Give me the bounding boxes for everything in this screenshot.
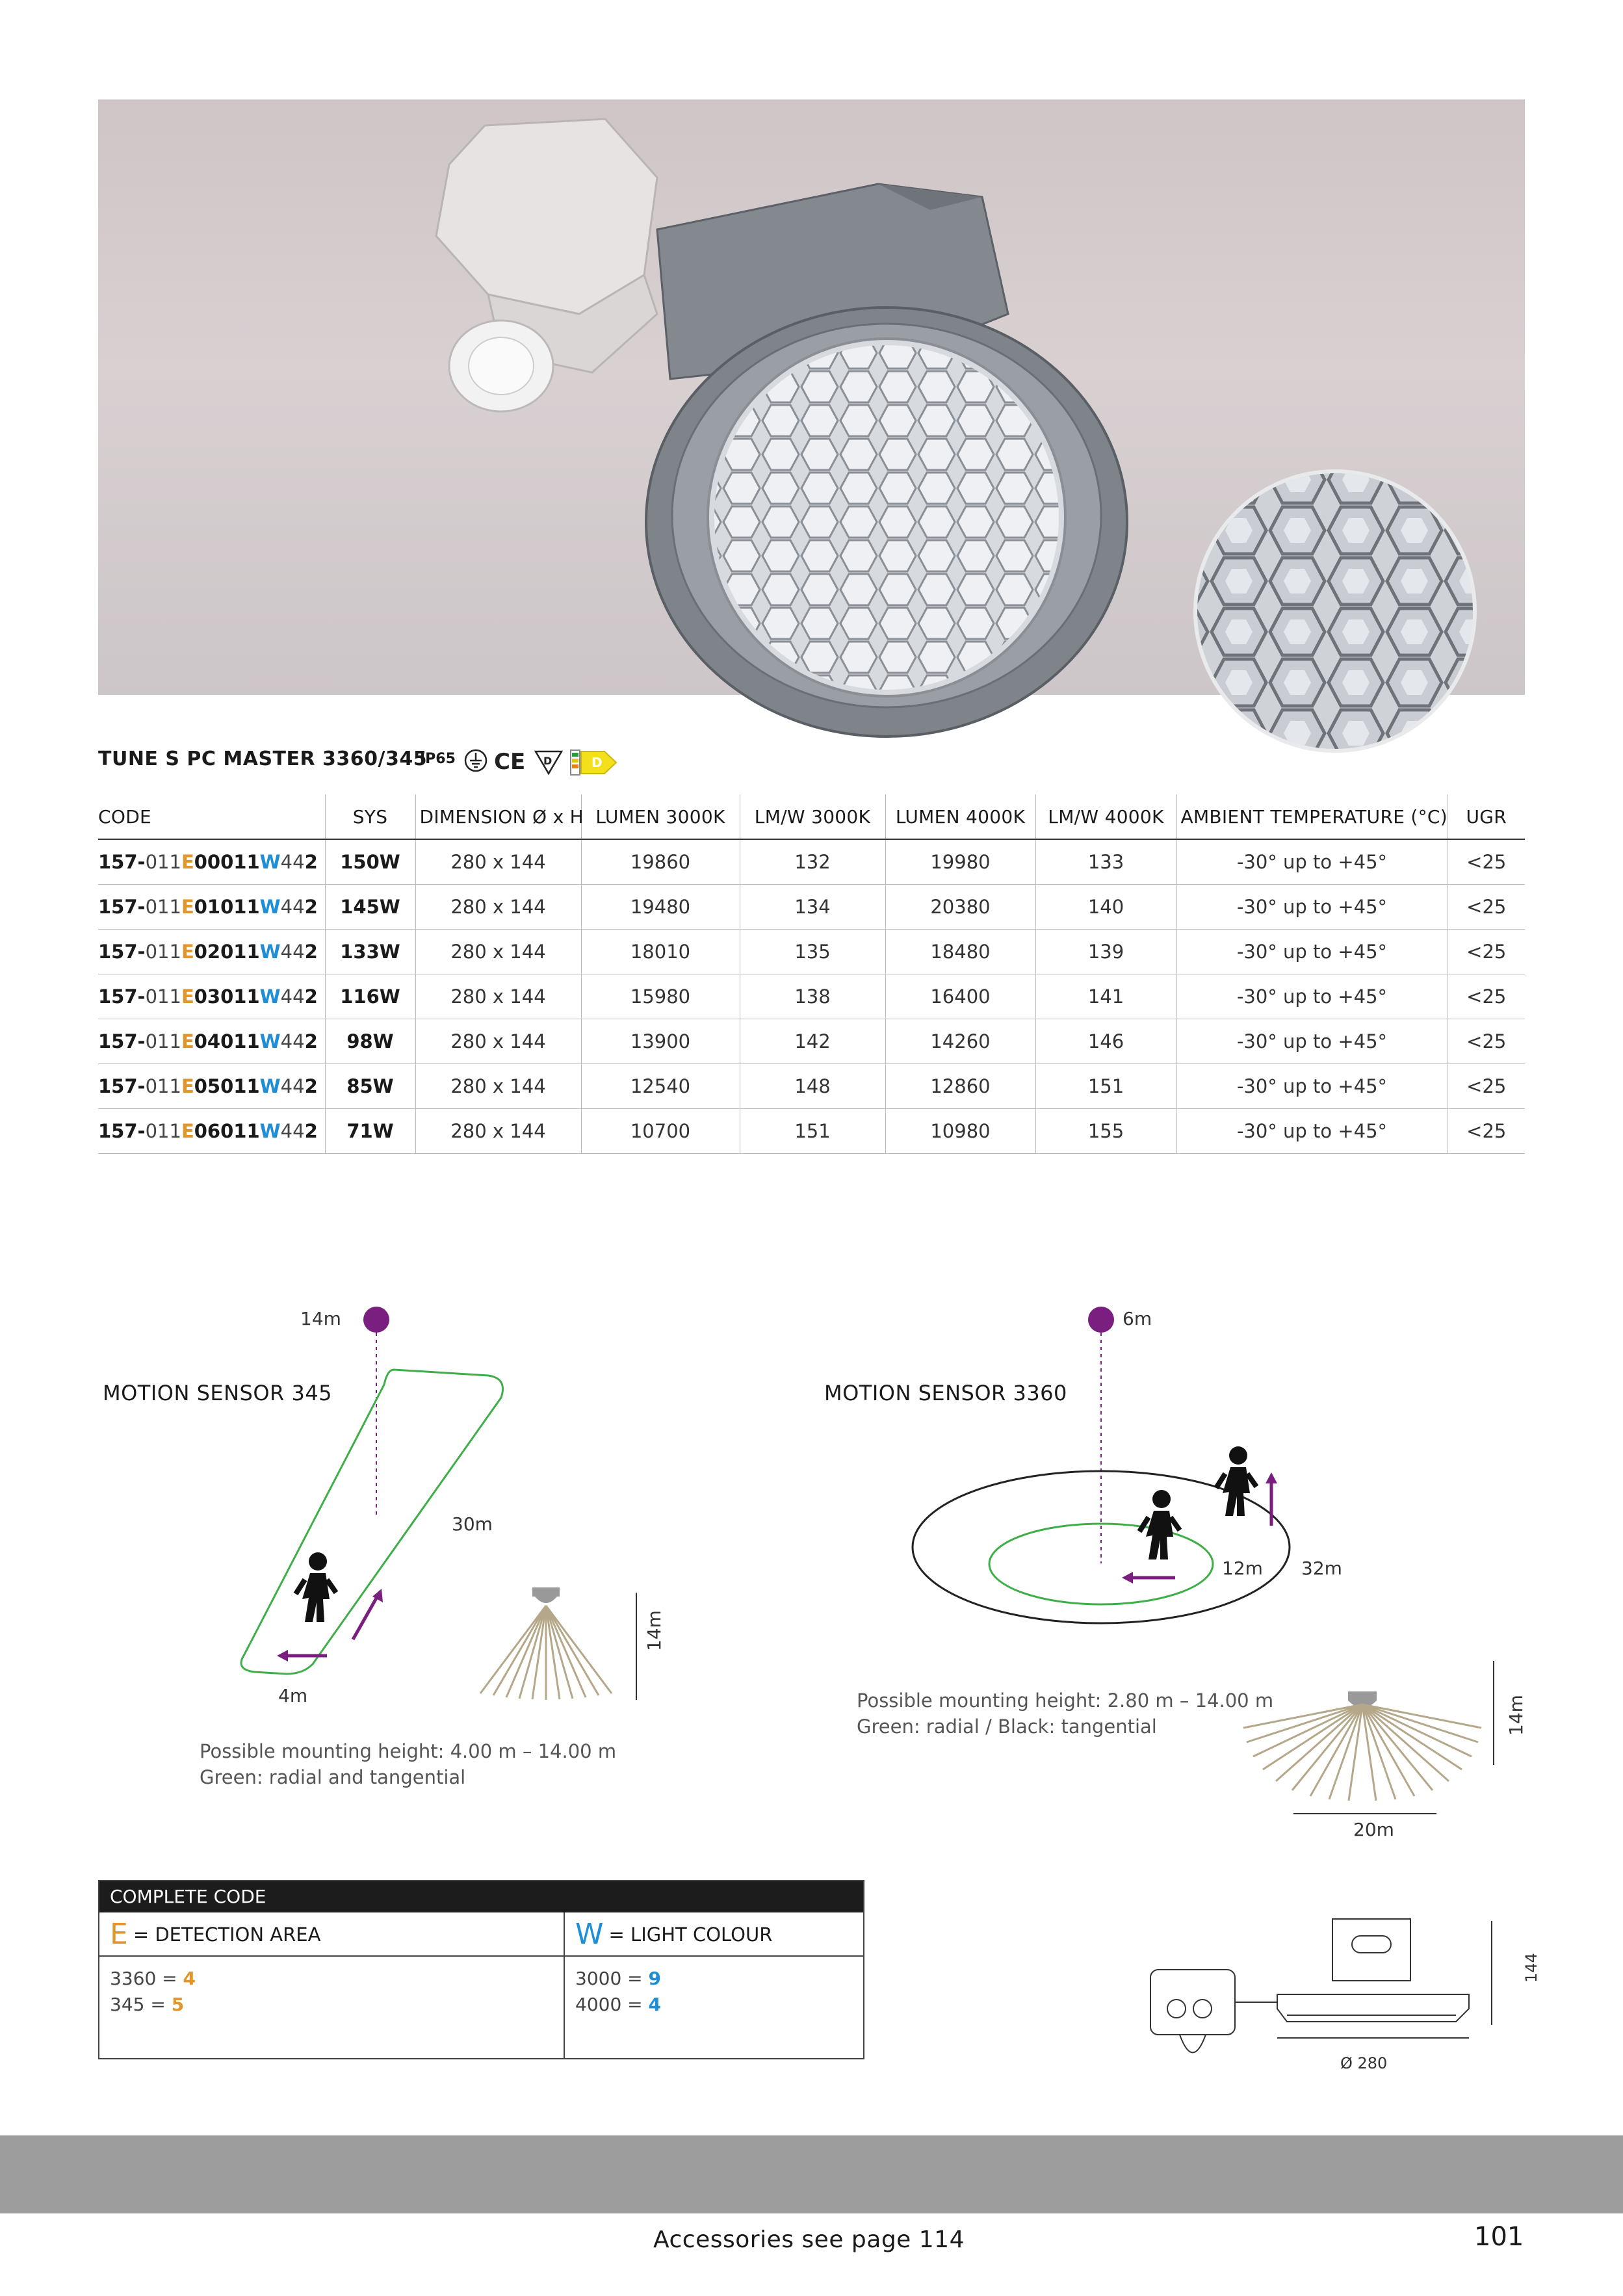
cell-lmw-3000k: 134 xyxy=(740,885,885,930)
cell-lumen-4000k: 19980 xyxy=(885,839,1035,885)
detection-area-values xyxy=(99,1957,564,2027)
detection-area-column xyxy=(99,1912,565,2058)
cell-ugr: <25 xyxy=(1448,1109,1525,1154)
detection-area-heading xyxy=(99,1912,564,1957)
cell-ugr: <25 xyxy=(1448,1064,1525,1109)
radial-arrow-icon xyxy=(353,1589,383,1639)
person-walking-icon xyxy=(1139,1490,1180,1559)
ce-mark-icon xyxy=(494,749,525,775)
cell-ambient-temperature: -30° up to +45° xyxy=(1176,930,1448,974)
product-photo xyxy=(98,99,1525,695)
cell-lumen-3000k: 15980 xyxy=(581,974,740,1019)
cell-lmw-3000k: 132 xyxy=(740,839,885,885)
cell-lmw-4000k: 155 xyxy=(1035,1109,1176,1154)
person-walking-icon xyxy=(1216,1446,1256,1516)
cell-lumen-3000k: 10700 xyxy=(581,1109,740,1154)
col-header-code: CODE xyxy=(98,794,325,839)
cell-sys: 85W xyxy=(325,1064,415,1109)
sensor-345-position-marker xyxy=(363,1307,389,1333)
sensor-3360-title: MOTION SENSOR 3360 xyxy=(824,1381,1067,1405)
cell-sys: 98W xyxy=(325,1019,415,1064)
cell-lumen-4000k: 12860 xyxy=(885,1064,1035,1109)
cell-ambient-temperature: -30° up to +45° xyxy=(1176,974,1448,1019)
page-number: 101 xyxy=(1474,2222,1524,2252)
col-header-lmw-3000k: LM/W 3000K xyxy=(740,794,885,839)
svg-text:D: D xyxy=(543,755,552,767)
cell-lmw-4000k: 141 xyxy=(1035,974,1176,1019)
energy-label-icon xyxy=(571,750,616,775)
detection-area-value-row: 3360 = 4 xyxy=(110,1968,196,1989)
cell-dimension: 280 x 144 xyxy=(415,1109,581,1154)
tangential-arrow-icon xyxy=(277,1650,327,1662)
cell-lumen-3000k: 19480 xyxy=(581,885,740,930)
cell-dimension: 280 x 144 xyxy=(415,1019,581,1064)
light-colour-value-row: 4000 = 4 xyxy=(575,1994,662,2015)
table-row xyxy=(98,885,1525,930)
cell-code: 157-011E04011W442 xyxy=(98,1019,325,1064)
cell-ugr: <25 xyxy=(1448,930,1525,974)
light-colour-label: = LIGHT COLOUR xyxy=(608,1924,773,1946)
table-row xyxy=(98,1019,1525,1064)
sensor-3360-mounting-height: Possible mounting height: 2.80 m – 14.00 m xyxy=(857,1689,1274,1712)
cell-ambient-temperature: -30° up to +45° xyxy=(1176,1064,1448,1109)
cell-sys: 71W xyxy=(325,1109,415,1154)
col-header-ugr: UGR xyxy=(1448,794,1525,839)
light-colour-column xyxy=(565,1912,863,2058)
table-row xyxy=(98,839,1525,885)
sensor-345-note xyxy=(200,1738,616,1790)
sensor-3360-side-width-label: 20m xyxy=(1353,1819,1394,1840)
sensor-3360-side-height-label: 14m xyxy=(1505,1695,1527,1736)
cell-lmw-3000k: 138 xyxy=(740,974,885,1019)
person-walking-icon xyxy=(296,1552,336,1622)
col-header-lumen-3000k: LUMEN 3000K xyxy=(581,794,740,839)
cell-lmw-4000k: 139 xyxy=(1035,930,1176,974)
sensor-345-length-label: 30m xyxy=(452,1513,493,1535)
sensor-345-diagram xyxy=(98,1294,683,1716)
cell-code: 157-011E06011W442 xyxy=(98,1109,325,1154)
col-header-sys: SYS xyxy=(325,794,415,839)
ip-rating: IP65 xyxy=(420,751,456,767)
footer-band xyxy=(0,2135,1623,2213)
cell-ugr: <25 xyxy=(1448,885,1525,930)
cell-lumen-3000k: 13900 xyxy=(581,1019,740,1064)
cell-ugr: <25 xyxy=(1448,1019,1525,1064)
col-header-lmw-4000k: LM/W 4000K xyxy=(1035,794,1176,839)
cell-lmw-4000k: 146 xyxy=(1035,1019,1176,1064)
cell-lmw-3000k: 151 xyxy=(740,1109,885,1154)
col-header-ambient-temperature: AMBIENT TEMPERATURE (°C) xyxy=(1176,794,1448,839)
cell-ambient-temperature: -30° up to +45° xyxy=(1176,1109,1448,1154)
luminaire-illustration xyxy=(98,99,1623,854)
cell-lumen-4000k: 14260 xyxy=(885,1019,1035,1064)
cell-dimension: 280 x 144 xyxy=(415,930,581,974)
sensor-345-color-legend: Green: radial and tangential xyxy=(200,1766,466,1788)
table-row xyxy=(98,1064,1525,1109)
cell-code: 157-011E03011W442 xyxy=(98,974,325,1019)
sensor-345-width-label: 4m xyxy=(278,1685,308,1706)
table-row xyxy=(98,974,1525,1019)
energy-class: D xyxy=(591,755,603,770)
cell-lmw-3000k: 135 xyxy=(740,930,885,974)
cell-lmw-4000k: 133 xyxy=(1035,839,1176,885)
technical-drawing xyxy=(1131,1911,1521,2087)
light-colour-letter: W xyxy=(575,1918,604,1951)
cell-dimension: 280 x 144 xyxy=(415,839,581,885)
sensor-3360-diagram xyxy=(897,1294,1534,1879)
complete-code-box xyxy=(98,1880,864,2059)
spec-table xyxy=(98,794,1525,1154)
cell-ambient-temperature: -30° up to +45° xyxy=(1176,1019,1448,1064)
detection-area-value-row: 345 = 5 xyxy=(110,1994,185,2015)
sensor-345-side-height-label: 14m xyxy=(643,1610,665,1651)
sensor-3360-height-label: 6m xyxy=(1123,1308,1152,1329)
cell-sys: 133W xyxy=(325,930,415,974)
col-header-lumen-4000k: LUMEN 4000K xyxy=(885,794,1035,839)
cell-sys: 150W xyxy=(325,839,415,885)
cell-ambient-temperature: -30° up to +45° xyxy=(1176,885,1448,930)
drawing-diameter-label: Ø 280 xyxy=(1340,2054,1388,2072)
sensor-3360-outer-label: 32m xyxy=(1301,1558,1342,1579)
complete-code-header: COMPLETE CODE xyxy=(99,1881,863,1912)
product-title: TUNE S PC MASTER 3360/345 xyxy=(98,748,428,770)
sensor-3360-note xyxy=(857,1688,1273,1740)
sensor-345-height-label: 14m xyxy=(300,1308,341,1329)
light-colour-value-row: 3000 = 9 xyxy=(575,1968,662,1989)
cell-code: 157-011E05011W442 xyxy=(98,1064,325,1109)
cell-dimension: 280 x 144 xyxy=(415,1064,581,1109)
cell-ambient-temperature: -30° up to +45° xyxy=(1176,839,1448,885)
light-colour-heading xyxy=(565,1912,863,1957)
cell-lmw-3000k: 142 xyxy=(740,1019,885,1064)
cell-lumen-4000k: 18480 xyxy=(885,930,1035,974)
cell-lmw-4000k: 140 xyxy=(1035,885,1176,930)
cell-dimension: 280 x 144 xyxy=(415,974,581,1019)
light-colour-values xyxy=(565,1957,863,2027)
cell-lumen-4000k: 16400 xyxy=(885,974,1035,1019)
certification-icons xyxy=(464,746,620,780)
cell-code: 157-011E01011W442 xyxy=(98,885,325,930)
cell-ugr: <25 xyxy=(1448,974,1525,1019)
cell-code: 157-011E02011W442 xyxy=(98,930,325,974)
table-row xyxy=(98,930,1525,974)
sensor-3360-beam-fan xyxy=(1243,1661,1494,1814)
col-header-dimension: DIMENSION Ø x H xyxy=(415,794,581,839)
table-header-row xyxy=(98,794,1525,839)
tangential-arrow-icon xyxy=(1122,1572,1175,1584)
sensor-3360-color-legend: Green: radial / Black: tangential xyxy=(857,1715,1157,1738)
cell-lumen-3000k: 19860 xyxy=(581,839,740,885)
detection-area-letter: E xyxy=(110,1918,128,1951)
sensor-3360-inner-label: 12m xyxy=(1222,1558,1263,1579)
cell-ugr: <25 xyxy=(1448,839,1525,885)
cell-code: 157-011E00011W442 xyxy=(98,839,325,885)
cell-lumen-3000k: 18010 xyxy=(581,930,740,974)
cell-sys: 116W xyxy=(325,974,415,1019)
cell-sys: 145W xyxy=(325,885,415,930)
sensor-345-title: MOTION SENSOR 345 xyxy=(103,1381,333,1405)
cell-lumen-3000k: 12540 xyxy=(581,1064,740,1109)
cell-lumen-4000k: 10980 xyxy=(885,1109,1035,1154)
table-row xyxy=(98,1109,1525,1154)
cell-lmw-4000k: 151 xyxy=(1035,1064,1176,1109)
ground-icon xyxy=(465,750,486,771)
cell-lumen-4000k: 20380 xyxy=(885,885,1035,930)
accessories-reference: Accessories see page 114 xyxy=(653,2226,965,2253)
sensor-345-mounting-height: Possible mounting height: 4.00 m – 14.00 m xyxy=(200,1740,617,1762)
sensor-3360-position-marker xyxy=(1088,1307,1114,1333)
detection-area-label: = DETECTION AREA xyxy=(133,1924,321,1946)
sensor-345-beam-fan xyxy=(480,1587,636,1700)
vde-d-mark-icon xyxy=(536,751,562,774)
cell-dimension: 280 x 144 xyxy=(415,885,581,930)
cell-lmw-3000k: 148 xyxy=(740,1064,885,1109)
drawing-height-label: 144 xyxy=(1522,1953,1540,1983)
svg-text:CE: CE xyxy=(494,749,526,775)
